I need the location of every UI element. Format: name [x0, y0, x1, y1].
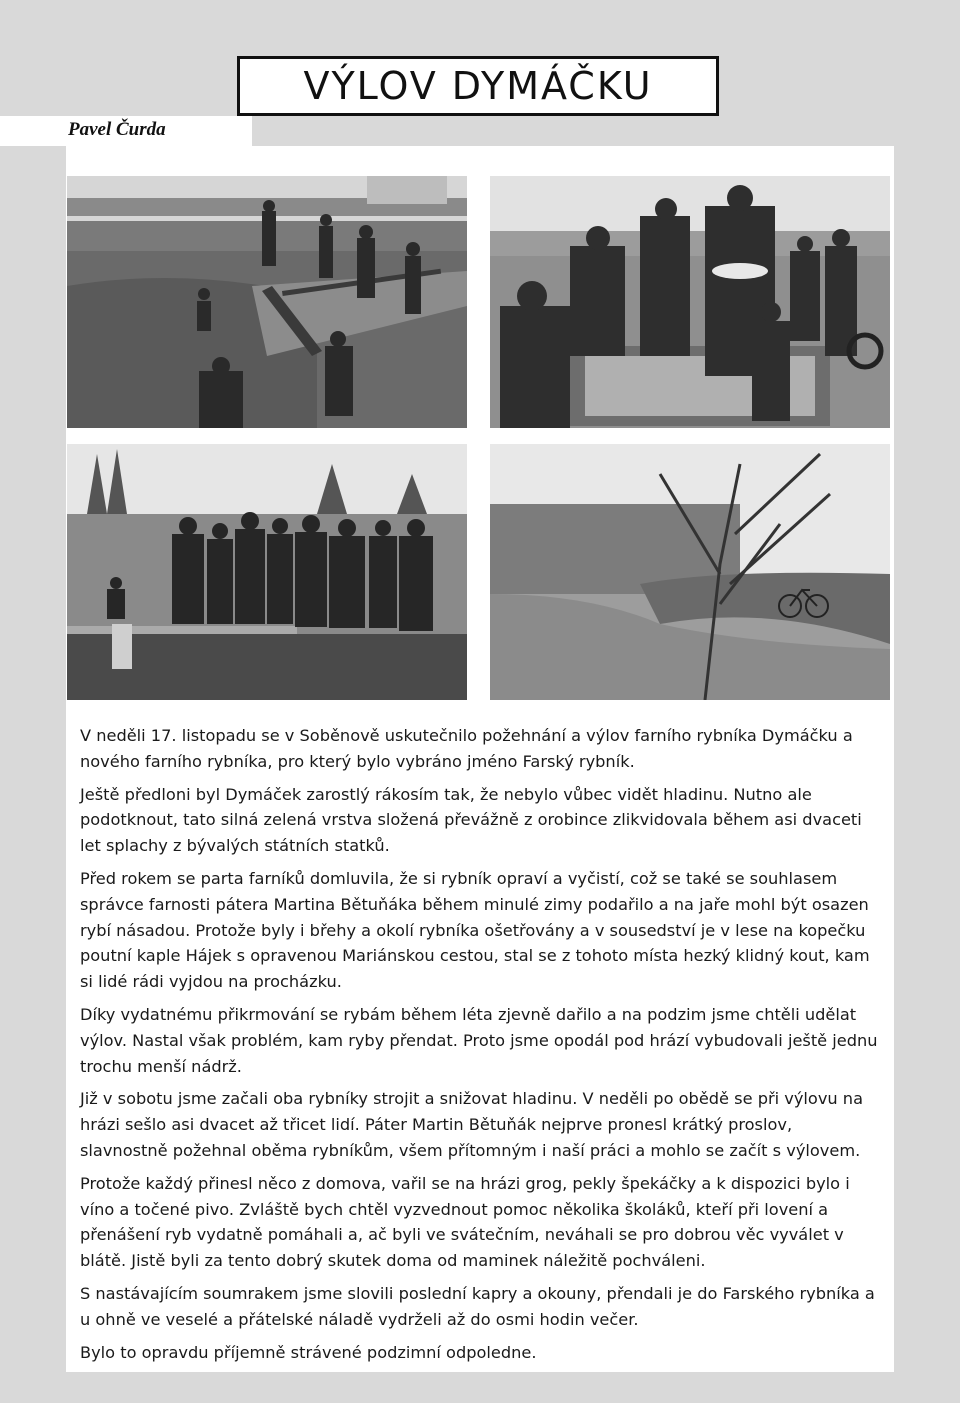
article-body	[80, 723, 882, 1372]
paragraph: Ještě předloni byl Dymáček zarostlý rákosím tak, že nebylo vůbec vidět hladinu. Nutno ale podotknout, tato silná zelená vrstva složená převážně z orobince zlikvidovala během asi dvaceti let splachy z bývalých státních statků.	[80, 784, 862, 856]
content-panel	[66, 146, 894, 1372]
paragraph: Již v sobotu jsme začali oba rybníky strojit a snižovat hladinu. V neděli po obědě se při výlovu na hrázi sešlo asi dvacet až třicet lidí. Páter Martin Bětuňák nejprve pronesl krátký proslov, slavnostně požehnal oběma rybníkům, všem přítomným i naší práci a mohlo se začít s výlovem.	[80, 1089, 863, 1160]
photo-creek-bicycle	[490, 444, 890, 700]
paragraph: Díky vydatnému přikrmování se rybám během léta zjevně dařilo a na podzim jsme chtěli udělat výlov. Nastal však problém, kam ryby přendat. Proto jsme opodál pod hrází vybudovali ještě jednu trochu menší nádrž.	[80, 1004, 878, 1076]
paragraph: Bylo to opravdu příjemně strávené podzimní odpoledne.	[80, 1342, 537, 1362]
author-name: Pavel Čurda	[68, 119, 166, 140]
photo-pond-footbridge	[67, 176, 467, 428]
author-box	[0, 116, 252, 146]
paragraph: S nastávajícím soumrakem jsme slovili poslední kapry a okouny, přendali je do Farského rybníka a u ohně ve veselé a přátelské náladě vydrželi až do osmi hodin večer.	[80, 1283, 875, 1329]
title-box	[237, 56, 719, 116]
paragraph: Před rokem se parta farníků domluvila, že si rybník opraví a vyčistí, což se také se souhlasem správce farnosti pátera Martina Bětuňáka během minulé zimy podařilo a na jaře mohl být osazen rybí násadou. Protože byly i břehy a okolí rybníka ošetřovány a v sousedství je v lese na kopečku poutní kaple Hájek s opravenou Mariánskou cestou, stal se z tohoto místa hezký klidný kout, kam si lidé rádi vyjdou na procházku.	[80, 868, 870, 992]
page-title: VÝLOV DYMÁČKU	[303, 64, 653, 108]
paragraph: Protože každý přinesl něco z domova, vařil se na hrázi grog, pekly špekáčky a k dispozici bylo i víno a točené pivo. Zvláště bych chtěl vyzvednout pomoc několika školáků, kteří při lovení a přenášení ryb vydatně pomáhali a, ač byli ve svátečním, neváhali se pro dobrou věc vyválet v blátě. Jistě byli za tento dobrý skutek doma od maminek náležitě pochváleni.	[80, 1173, 850, 1271]
photo-men-holding-fish	[490, 176, 890, 428]
paragraph: V neděli 17. listopadu se v Soběnově uskutečnilo požehnání a výlov farního rybníka Dymáčku a nového farního rybníka, pro který bylo vybráno jméno Farský rybník.	[80, 726, 853, 771]
photo-group-on-dam	[67, 444, 467, 700]
